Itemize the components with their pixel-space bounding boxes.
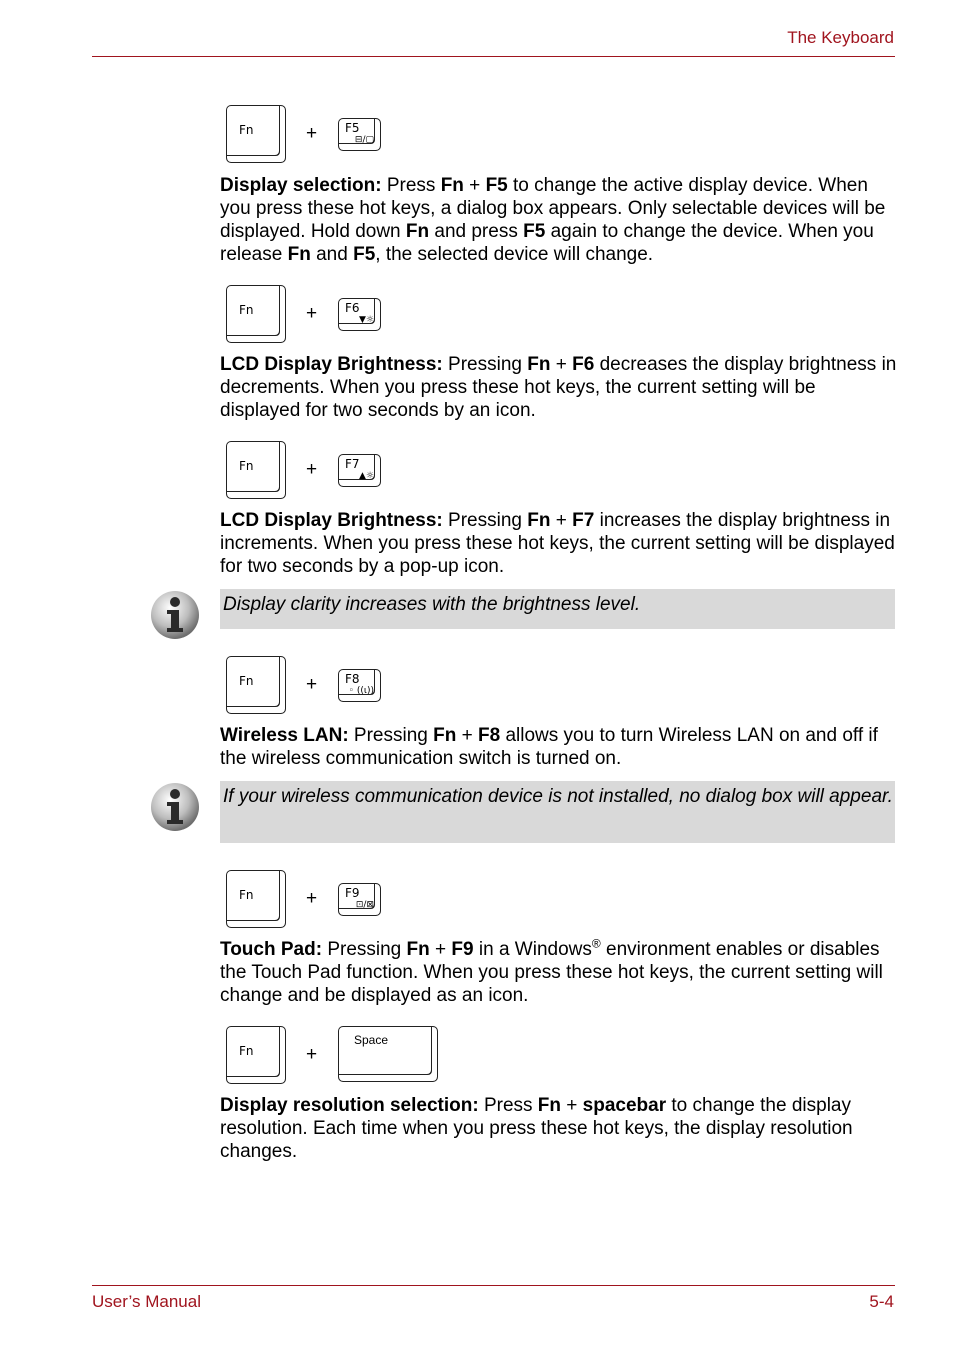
- note-box: If your wireless communication device is not installed, no dialog box will appear.: [220, 781, 895, 843]
- space-key: Space: [338, 1026, 438, 1082]
- wireless-icon: ◦ ((ι)): [348, 686, 374, 696]
- plus-sign: +: [306, 123, 318, 144]
- header-rule: [92, 56, 895, 57]
- touchpad-icon: ⊡/⊠: [355, 900, 374, 910]
- paragraph-brightness-down: LCD Display Brightness: Pressing Fn + F6 decreases the display brightness in decrements. When you press these hot keys, the current setting will be displayed for two seconds by an icon.: [220, 354, 897, 421]
- fn-key: Fn: [226, 1026, 286, 1084]
- fn-key: Fn: [226, 285, 286, 343]
- hotkey-fn-f5: [226, 105, 466, 167]
- f9-key: F9 ⊡/⊠: [338, 883, 381, 916]
- plus-sign: +: [306, 459, 318, 480]
- brightness-down-icon: ▼☼: [359, 315, 374, 325]
- hotkey-fn-f6: [226, 285, 466, 347]
- plus-sign: +: [306, 1044, 318, 1065]
- hotkey-fn-f8: [226, 656, 466, 718]
- paragraph-touch-pad: Touch Pad: Pressing Fn + F9 in a Windows® environment enables or disables the Touch Pad function. When you press these hot keys, the current setting will change and be displayed as an icon.: [220, 936, 883, 1006]
- hotkey-fn-space: [226, 1026, 466, 1088]
- header-title: The Keyboard: [787, 28, 894, 47]
- display-switch-icon: ⊟/▢: [354, 135, 374, 145]
- footer-rule: [92, 1285, 895, 1286]
- paragraph-wireless-lan: Wireless LAN: Pressing Fn + F8 allows you to turn Wireless LAN on and off if the wireless communication switch is turned on.: [220, 725, 878, 769]
- info-icon: [150, 782, 200, 832]
- plus-sign: +: [306, 303, 318, 324]
- f7-key: F7 ▲☼: [338, 454, 381, 487]
- plus-sign: +: [306, 888, 318, 909]
- paragraph-display-selection: Display selection: Press Fn + F5 to change the active display device. When you press these hot keys, a dialog box appears. Only selectable devices will be displayed. Hold down Fn and press F5 again to change the device. When you release Fn and F5, the selected device will change.: [220, 175, 886, 265]
- f8-key: F8 ◦ ((ι)): [338, 669, 381, 702]
- plus-sign: +: [306, 674, 318, 695]
- f5-key: F5 ⊟/▢: [338, 118, 381, 151]
- fn-key: Fn: [226, 870, 286, 928]
- fn-key: Fn: [226, 105, 286, 163]
- paragraph-display-resolution: Display resolution selection: Press Fn + spacebar to change the display resolution. Each time when you press these hot keys, the display resolution changes.: [220, 1095, 853, 1162]
- note-box: Display clarity increases with the brightness level.: [220, 589, 895, 629]
- fn-key: Fn: [226, 656, 286, 714]
- page-number: 5-4: [869, 1292, 894, 1311]
- brightness-up-icon: ▲☼: [359, 471, 374, 481]
- f6-key: F6 ▼☼: [338, 298, 381, 331]
- info-icon: [150, 590, 200, 640]
- hotkey-fn-f7: [226, 441, 466, 503]
- footer-manual-title: User’s Manual: [92, 1292, 201, 1311]
- hotkey-fn-f9: [226, 870, 466, 932]
- fn-key: Fn: [226, 441, 286, 499]
- paragraph-brightness-up: LCD Display Brightness: Pressing Fn + F7 increases the display brightness in increments. When you press these hot keys, the current setting will be displayed for two seconds by a pop-up icon.: [220, 510, 895, 577]
